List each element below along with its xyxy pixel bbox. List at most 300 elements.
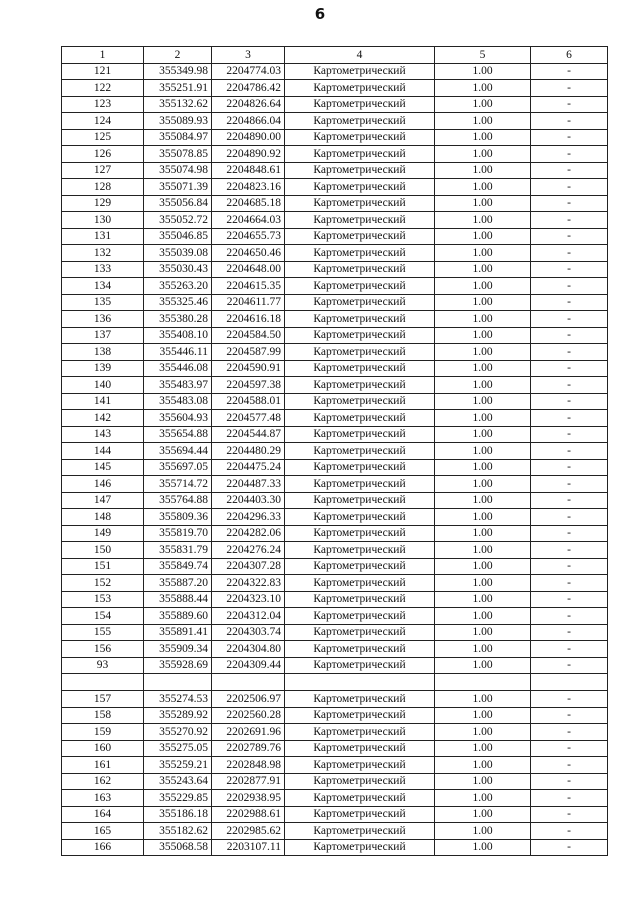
cell-point-number: 146 xyxy=(62,476,144,493)
cell-point-number: 133 xyxy=(62,261,144,278)
table-row xyxy=(62,393,608,410)
cell-method: Картометрический xyxy=(285,724,435,741)
cell-y-coordinate: 2204323.10 xyxy=(212,591,285,608)
cell-note: - xyxy=(531,344,608,361)
cell-note: - xyxy=(531,492,608,509)
cell-point-number: 126 xyxy=(62,146,144,163)
cell-note: - xyxy=(531,212,608,229)
column-header-1: 1 xyxy=(62,47,144,64)
column-header-3: 3 xyxy=(212,47,285,64)
table-body xyxy=(62,63,608,856)
cell-method: Картометрический xyxy=(285,624,435,641)
cell-accuracy: 1.00 xyxy=(435,657,531,674)
cell-accuracy: 1.00 xyxy=(435,344,531,361)
cell-method: Картометрический xyxy=(285,558,435,575)
cell-method: Картометрический xyxy=(285,261,435,278)
table-row xyxy=(62,426,608,443)
cell-accuracy: 1.00 xyxy=(435,179,531,196)
cell-note: - xyxy=(531,63,608,80)
cell-point-number: 149 xyxy=(62,525,144,542)
cell-point-number: 136 xyxy=(62,311,144,328)
cell-method: Картометрический xyxy=(285,80,435,97)
cell-accuracy: 1.00 xyxy=(435,691,531,708)
cell-method: Картометрический xyxy=(285,691,435,708)
cell-point-number: 145 xyxy=(62,459,144,476)
table-row xyxy=(62,129,608,146)
header-row xyxy=(62,47,608,64)
cell-accuracy: 1.00 xyxy=(435,509,531,526)
cell-method: Картометрический xyxy=(285,146,435,163)
cell-x-coordinate: 355380.28 xyxy=(144,311,212,328)
cell-x-coordinate: 355819.70 xyxy=(144,525,212,542)
cell-point-number: 152 xyxy=(62,575,144,592)
cell-y-coordinate: 2204322.83 xyxy=(212,575,285,592)
cell-point-number: 151 xyxy=(62,558,144,575)
table-row xyxy=(62,146,608,163)
table-row xyxy=(62,195,608,212)
cell-accuracy: 1.00 xyxy=(435,311,531,328)
cell-method: Картометрический xyxy=(285,492,435,509)
cell-method: Картометрический xyxy=(285,129,435,146)
table-row xyxy=(62,327,608,344)
cell-note: - xyxy=(531,773,608,790)
cell-point-number: 144 xyxy=(62,443,144,460)
table-row xyxy=(62,311,608,328)
table-row xyxy=(62,162,608,179)
cell-method: Картометрический xyxy=(285,96,435,113)
cell-method: Картометрический xyxy=(285,393,435,410)
table-row xyxy=(62,839,608,856)
cell-method: Картометрический xyxy=(285,839,435,856)
cell-method: Картометрический xyxy=(285,806,435,823)
cell-point-number: 93 xyxy=(62,657,144,674)
table-row xyxy=(62,63,608,80)
cell-y-coordinate: 2204866.04 xyxy=(212,113,285,130)
table-row xyxy=(62,228,608,245)
cell-x-coordinate: 355831.79 xyxy=(144,542,212,559)
cell-note: - xyxy=(531,278,608,295)
cell-x-coordinate: 355251.91 xyxy=(144,80,212,97)
cell-x-coordinate: 355891.41 xyxy=(144,624,212,641)
cell-x-coordinate: 355446.08 xyxy=(144,360,212,377)
cell-x-coordinate: 355909.34 xyxy=(144,641,212,658)
cell-accuracy: 1.00 xyxy=(435,426,531,443)
cell-method: Картометрический xyxy=(285,311,435,328)
cell-y-coordinate: 2204655.73 xyxy=(212,228,285,245)
cell-y-coordinate: 2204597.38 xyxy=(212,377,285,394)
cell-accuracy: 1.00 xyxy=(435,707,531,724)
cell-y-coordinate: 2204685.18 xyxy=(212,195,285,212)
page-number: 6 xyxy=(314,5,326,23)
table-row xyxy=(62,591,608,608)
cell-y-coordinate: 2202985.62 xyxy=(212,823,285,840)
cell-x-coordinate: 355089.93 xyxy=(144,113,212,130)
cell-accuracy: 1.00 xyxy=(435,624,531,641)
cell-y-coordinate: 2204577.48 xyxy=(212,410,285,427)
cell-y-coordinate: 2204786.42 xyxy=(212,80,285,97)
cell-x-coordinate: 355483.08 xyxy=(144,393,212,410)
cell-y-coordinate: 2204309.44 xyxy=(212,657,285,674)
table-row xyxy=(62,691,608,708)
cell-x-coordinate: 355349.98 xyxy=(144,63,212,80)
cell-y-coordinate: 2204774.03 xyxy=(212,63,285,80)
cell-method: Картометрический xyxy=(285,757,435,774)
cell-point-number: 154 xyxy=(62,608,144,625)
cell-note: - xyxy=(531,311,608,328)
table-row xyxy=(62,443,608,460)
cell-accuracy: 1.00 xyxy=(435,641,531,658)
table-row xyxy=(62,80,608,97)
table-row xyxy=(62,575,608,592)
cell-note: - xyxy=(531,80,608,97)
empty-cell xyxy=(285,674,435,691)
cell-x-coordinate: 355243.64 xyxy=(144,773,212,790)
empty-cell xyxy=(435,674,531,691)
cell-note: - xyxy=(531,707,608,724)
table-row xyxy=(62,344,608,361)
cell-method: Картометрический xyxy=(285,476,435,493)
cell-method: Картометрический xyxy=(285,509,435,526)
cell-method: Картометрический xyxy=(285,360,435,377)
cell-accuracy: 1.00 xyxy=(435,558,531,575)
cell-note: - xyxy=(531,443,608,460)
cell-note: - xyxy=(531,195,608,212)
table-row xyxy=(62,773,608,790)
cell-accuracy: 1.00 xyxy=(435,740,531,757)
cell-x-coordinate: 355694.44 xyxy=(144,443,212,460)
cell-note: - xyxy=(531,179,608,196)
cell-method: Картометрический xyxy=(285,179,435,196)
cell-accuracy: 1.00 xyxy=(435,162,531,179)
column-header-6: 6 xyxy=(531,47,608,64)
cell-x-coordinate: 355078.85 xyxy=(144,146,212,163)
cell-x-coordinate: 355046.85 xyxy=(144,228,212,245)
cell-method: Картометрический xyxy=(285,195,435,212)
cell-accuracy: 1.00 xyxy=(435,790,531,807)
table-row xyxy=(62,261,608,278)
cell-point-number: 161 xyxy=(62,757,144,774)
cell-y-coordinate: 2202877.91 xyxy=(212,773,285,790)
cell-note: - xyxy=(531,724,608,741)
cell-accuracy: 1.00 xyxy=(435,575,531,592)
cell-note: - xyxy=(531,162,608,179)
cell-point-number: 165 xyxy=(62,823,144,840)
cell-y-coordinate: 2202506.97 xyxy=(212,691,285,708)
cell-method: Картометрический xyxy=(285,657,435,674)
column-header-2: 2 xyxy=(144,47,212,64)
cell-note: - xyxy=(531,641,608,658)
column-header-5: 5 xyxy=(435,47,531,64)
cell-note: - xyxy=(531,410,608,427)
cell-accuracy: 1.00 xyxy=(435,393,531,410)
cell-accuracy: 1.00 xyxy=(435,129,531,146)
cell-point-number: 156 xyxy=(62,641,144,658)
cell-point-number: 134 xyxy=(62,278,144,295)
cell-point-number: 153 xyxy=(62,591,144,608)
table-row xyxy=(62,96,608,113)
cell-note: - xyxy=(531,509,608,526)
cell-accuracy: 1.00 xyxy=(435,63,531,80)
cell-point-number: 140 xyxy=(62,377,144,394)
cell-point-number: 130 xyxy=(62,212,144,229)
cell-y-coordinate: 2204590.91 xyxy=(212,360,285,377)
cell-y-coordinate: 2202789.76 xyxy=(212,740,285,757)
cell-note: - xyxy=(531,806,608,823)
cell-accuracy: 1.00 xyxy=(435,459,531,476)
cell-x-coordinate: 355259.21 xyxy=(144,757,212,774)
cell-method: Картометрический xyxy=(285,113,435,130)
cell-x-coordinate: 355052.72 xyxy=(144,212,212,229)
table-row xyxy=(62,806,608,823)
cell-x-coordinate: 355068.58 xyxy=(144,839,212,856)
cell-y-coordinate: 2204587.99 xyxy=(212,344,285,361)
cell-y-coordinate: 2204584.50 xyxy=(212,327,285,344)
cell-note: - xyxy=(531,294,608,311)
cell-accuracy: 1.00 xyxy=(435,608,531,625)
table-row xyxy=(62,410,608,427)
cell-note: - xyxy=(531,476,608,493)
cell-y-coordinate: 2204296.33 xyxy=(212,509,285,526)
table-row xyxy=(62,724,608,741)
cell-point-number: 123 xyxy=(62,96,144,113)
cell-note: - xyxy=(531,575,608,592)
cell-point-number: 160 xyxy=(62,740,144,757)
cell-note: - xyxy=(531,327,608,344)
table-header xyxy=(62,47,608,64)
cell-note: - xyxy=(531,245,608,262)
cell-y-coordinate: 2204611.77 xyxy=(212,294,285,311)
cell-note: - xyxy=(531,558,608,575)
cell-note: - xyxy=(531,823,608,840)
cell-method: Картометрический xyxy=(285,823,435,840)
cell-x-coordinate: 355186.18 xyxy=(144,806,212,823)
cell-x-coordinate: 355764.88 xyxy=(144,492,212,509)
table-row xyxy=(62,608,608,625)
cell-y-coordinate: 2204276.24 xyxy=(212,542,285,559)
cell-method: Картометрический xyxy=(285,790,435,807)
cell-y-coordinate: 2204544.87 xyxy=(212,426,285,443)
cell-accuracy: 1.00 xyxy=(435,278,531,295)
cell-method: Картометрический xyxy=(285,426,435,443)
table-row xyxy=(62,790,608,807)
cell-accuracy: 1.00 xyxy=(435,773,531,790)
separator-row xyxy=(62,674,608,691)
cell-point-number: 128 xyxy=(62,179,144,196)
cell-note: - xyxy=(531,113,608,130)
cell-method: Картометрический xyxy=(285,278,435,295)
cell-accuracy: 1.00 xyxy=(435,327,531,344)
cell-accuracy: 1.00 xyxy=(435,443,531,460)
cell-point-number: 159 xyxy=(62,724,144,741)
cell-note: - xyxy=(531,228,608,245)
cell-note: - xyxy=(531,740,608,757)
cell-note: - xyxy=(531,129,608,146)
cell-method: Картометрический xyxy=(285,740,435,757)
cell-note: - xyxy=(531,261,608,278)
cell-point-number: 166 xyxy=(62,839,144,856)
empty-cell xyxy=(144,674,212,691)
cell-point-number: 121 xyxy=(62,63,144,80)
cell-method: Картометрический xyxy=(285,294,435,311)
cell-method: Картометрический xyxy=(285,443,435,460)
cell-y-coordinate: 2202691.96 xyxy=(212,724,285,741)
cell-point-number: 155 xyxy=(62,624,144,641)
cell-point-number: 163 xyxy=(62,790,144,807)
cell-method: Картометрический xyxy=(285,542,435,559)
cell-accuracy: 1.00 xyxy=(435,806,531,823)
table-row xyxy=(62,509,608,526)
cell-method: Картометрический xyxy=(285,459,435,476)
cell-point-number: 147 xyxy=(62,492,144,509)
cell-x-coordinate: 355289.92 xyxy=(144,707,212,724)
cell-y-coordinate: 2204890.92 xyxy=(212,146,285,163)
cell-y-coordinate: 2204823.16 xyxy=(212,179,285,196)
cell-x-coordinate: 355325.46 xyxy=(144,294,212,311)
cell-method: Картометрический xyxy=(285,327,435,344)
cell-y-coordinate: 2204475.24 xyxy=(212,459,285,476)
cell-accuracy: 1.00 xyxy=(435,146,531,163)
cell-y-coordinate: 2204303.74 xyxy=(212,624,285,641)
table-row xyxy=(62,360,608,377)
cell-accuracy: 1.00 xyxy=(435,410,531,427)
cell-accuracy: 1.00 xyxy=(435,823,531,840)
cell-y-coordinate: 2204304.80 xyxy=(212,641,285,658)
cell-y-coordinate: 2204826.64 xyxy=(212,96,285,113)
cell-x-coordinate: 355030.43 xyxy=(144,261,212,278)
cell-x-coordinate: 355408.10 xyxy=(144,327,212,344)
table-row xyxy=(62,740,608,757)
cell-y-coordinate: 2204616.18 xyxy=(212,311,285,328)
cell-point-number: 148 xyxy=(62,509,144,526)
cell-note: - xyxy=(531,839,608,856)
cell-note: - xyxy=(531,393,608,410)
cell-note: - xyxy=(531,525,608,542)
cell-point-number: 139 xyxy=(62,360,144,377)
cell-y-coordinate: 2202560.28 xyxy=(212,707,285,724)
table-row xyxy=(62,823,608,840)
cell-point-number: 127 xyxy=(62,162,144,179)
table-row xyxy=(62,757,608,774)
table-row xyxy=(62,558,608,575)
cell-accuracy: 1.00 xyxy=(435,245,531,262)
cell-y-coordinate: 2204480.29 xyxy=(212,443,285,460)
cell-note: - xyxy=(531,691,608,708)
cell-point-number: 135 xyxy=(62,294,144,311)
cell-note: - xyxy=(531,459,608,476)
cell-note: - xyxy=(531,624,608,641)
cell-y-coordinate: 2204588.01 xyxy=(212,393,285,410)
cell-method: Картометрический xyxy=(285,212,435,229)
cell-method: Картометрический xyxy=(285,228,435,245)
cell-accuracy: 1.00 xyxy=(435,542,531,559)
cell-point-number: 129 xyxy=(62,195,144,212)
cell-point-number: 164 xyxy=(62,806,144,823)
cell-x-coordinate: 355446.11 xyxy=(144,344,212,361)
cell-method: Картометрический xyxy=(285,344,435,361)
cell-x-coordinate: 355084.97 xyxy=(144,129,212,146)
cell-accuracy: 1.00 xyxy=(435,294,531,311)
cell-y-coordinate: 2204282.06 xyxy=(212,525,285,542)
cell-x-coordinate: 355275.05 xyxy=(144,740,212,757)
cell-note: - xyxy=(531,657,608,674)
cell-x-coordinate: 355270.92 xyxy=(144,724,212,741)
cell-y-coordinate: 2204648.00 xyxy=(212,261,285,278)
coordinates-table xyxy=(61,46,608,856)
cell-y-coordinate: 2204487.33 xyxy=(212,476,285,493)
empty-cell xyxy=(212,674,285,691)
cell-method: Картометрический xyxy=(285,63,435,80)
table-row xyxy=(62,113,608,130)
cell-y-coordinate: 2203107.11 xyxy=(212,839,285,856)
cell-method: Картометрический xyxy=(285,773,435,790)
cell-point-number: 142 xyxy=(62,410,144,427)
cell-method: Картометрический xyxy=(285,162,435,179)
cell-accuracy: 1.00 xyxy=(435,113,531,130)
cell-point-number: 132 xyxy=(62,245,144,262)
cell-note: - xyxy=(531,377,608,394)
cell-accuracy: 1.00 xyxy=(435,228,531,245)
cell-point-number: 157 xyxy=(62,691,144,708)
empty-cell xyxy=(62,674,144,691)
cell-x-coordinate: 355056.84 xyxy=(144,195,212,212)
cell-point-number: 124 xyxy=(62,113,144,130)
cell-x-coordinate: 355182.62 xyxy=(144,823,212,840)
cell-point-number: 122 xyxy=(62,80,144,97)
cell-x-coordinate: 355071.39 xyxy=(144,179,212,196)
table-row xyxy=(62,641,608,658)
cell-accuracy: 1.00 xyxy=(435,476,531,493)
table-row xyxy=(62,525,608,542)
cell-accuracy: 1.00 xyxy=(435,492,531,509)
cell-y-coordinate: 2204312.04 xyxy=(212,608,285,625)
cell-point-number: 137 xyxy=(62,327,144,344)
cell-accuracy: 1.00 xyxy=(435,360,531,377)
cell-x-coordinate: 355809.36 xyxy=(144,509,212,526)
cell-y-coordinate: 2202938.95 xyxy=(212,790,285,807)
cell-x-coordinate: 355074.98 xyxy=(144,162,212,179)
cell-method: Картометрический xyxy=(285,591,435,608)
table-row xyxy=(62,657,608,674)
cell-y-coordinate: 2204650.46 xyxy=(212,245,285,262)
cell-x-coordinate: 355697.05 xyxy=(144,459,212,476)
cell-y-coordinate: 2204403.30 xyxy=(212,492,285,509)
cell-point-number: 141 xyxy=(62,393,144,410)
cell-y-coordinate: 2202988.61 xyxy=(212,806,285,823)
cell-x-coordinate: 355928.69 xyxy=(144,657,212,674)
cell-method: Картометрический xyxy=(285,525,435,542)
cell-x-coordinate: 355039.08 xyxy=(144,245,212,262)
empty-cell xyxy=(531,674,608,691)
cell-y-coordinate: 2204615.35 xyxy=(212,278,285,295)
cell-point-number: 158 xyxy=(62,707,144,724)
cell-x-coordinate: 355887.20 xyxy=(144,575,212,592)
cell-x-coordinate: 355263.20 xyxy=(144,278,212,295)
cell-note: - xyxy=(531,591,608,608)
table-row xyxy=(62,278,608,295)
cell-accuracy: 1.00 xyxy=(435,212,531,229)
cell-x-coordinate: 355888.44 xyxy=(144,591,212,608)
cell-point-number: 131 xyxy=(62,228,144,245)
table-row xyxy=(62,459,608,476)
cell-accuracy: 1.00 xyxy=(435,377,531,394)
cell-note: - xyxy=(531,96,608,113)
cell-method: Картометрический xyxy=(285,575,435,592)
cell-method: Картометрический xyxy=(285,377,435,394)
column-header-4: 4 xyxy=(285,47,435,64)
cell-x-coordinate: 355132.62 xyxy=(144,96,212,113)
cell-note: - xyxy=(531,608,608,625)
table-row xyxy=(62,245,608,262)
